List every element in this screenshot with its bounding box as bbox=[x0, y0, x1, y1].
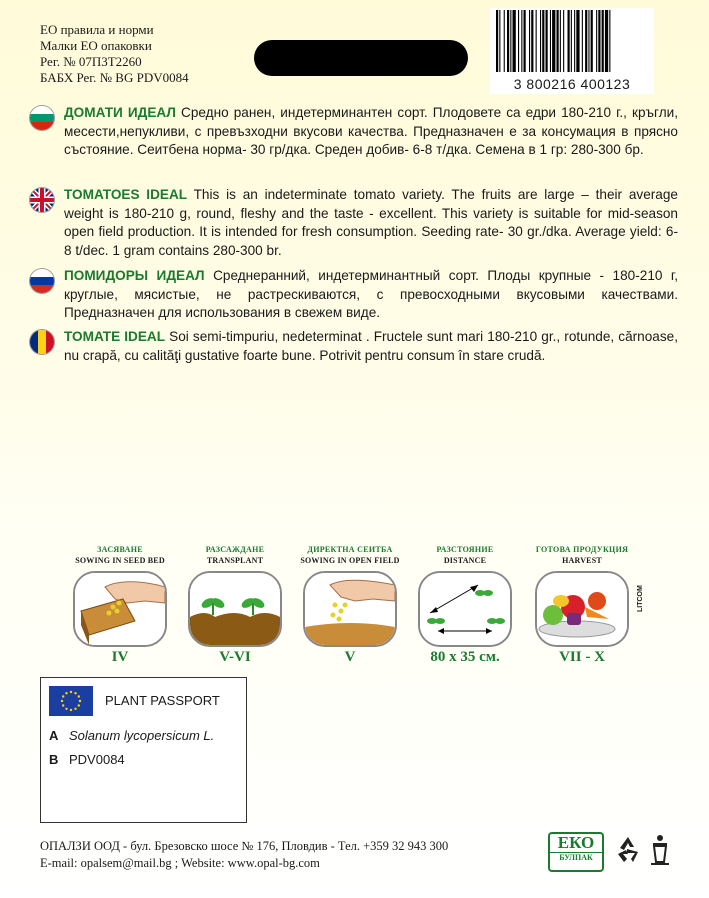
description-text bbox=[64, 186, 678, 260]
romania-flag-icon bbox=[30, 330, 54, 354]
step-time: V-VI bbox=[219, 649, 251, 665]
step-label-bg: ДИРЕКТНА СЕИТБА bbox=[307, 545, 393, 554]
info-line: Рег. № 07П3Т2260 bbox=[40, 54, 142, 69]
company-contacts: E-mail: opalsem@mail.bg ; Website: www.opal-bg.com bbox=[40, 856, 320, 870]
description-bulgarian bbox=[30, 104, 678, 160]
eko-bulpak-logo bbox=[548, 832, 604, 872]
step-time: 80 x 35 см. bbox=[430, 649, 500, 665]
step-time: IV bbox=[111, 649, 129, 665]
hanging-slot bbox=[254, 40, 468, 76]
passport-row-b bbox=[49, 752, 125, 767]
step-label-en: SOWING IN OPEN FIELD bbox=[300, 556, 400, 565]
step-time: VII - X bbox=[559, 649, 605, 665]
variety-title: TOMATOES IDEAL bbox=[64, 187, 188, 202]
company-footer bbox=[40, 838, 448, 872]
company-address: ОПАЛЗИ ООД - бул. Брезовско шосе № 176, Пловдив - Тел. +359 32 943 300 bbox=[40, 839, 449, 853]
description-english bbox=[30, 186, 678, 260]
description-text bbox=[64, 104, 678, 160]
barcode bbox=[490, 8, 654, 94]
registration-info bbox=[40, 22, 189, 86]
step-label-bg: РАЗСТОЯНИЕ bbox=[436, 545, 494, 554]
plant-passport bbox=[40, 677, 247, 823]
step-harvest bbox=[532, 545, 632, 666]
passport-row-a bbox=[49, 728, 214, 743]
printer-mark: LITCOM bbox=[637, 585, 644, 612]
description-russian bbox=[30, 267, 678, 323]
step-time: V bbox=[344, 649, 356, 665]
step-label-en: TRANSPLANT bbox=[206, 556, 264, 565]
step-sowing-seed-bed bbox=[70, 545, 170, 666]
plant-distance-icon bbox=[418, 571, 512, 647]
eko-logo-subtext: БУЛПАК bbox=[550, 852, 602, 862]
passport-code: PDV0084 bbox=[69, 752, 125, 767]
variety-text: Средно ранен, индетерминантен сорт. Плодовете са едри 180-210 г., кръгли, месести,непукливи, с превъзходни вкусови качества. Предназначен е за консумация в прясно състояние. Сеитбена норма- 30 гр/дка. Среден добив- 6-8 т/дка. Семена в 1 гр: 280-300 бр. bbox=[64, 105, 678, 157]
transplant-seedlings-icon bbox=[188, 571, 282, 647]
step-label-bg: ЗАСЯВАНЕ bbox=[97, 545, 143, 554]
step-label-bg: РАЗСАЖДАНЕ bbox=[205, 545, 265, 554]
variety-title: TOMATE IDEAL bbox=[64, 329, 166, 344]
info-line: БАБХ Рег. № BG PDV0084 bbox=[40, 70, 189, 85]
bulgaria-flag-icon bbox=[30, 106, 54, 130]
trash-bin-icon bbox=[649, 834, 671, 866]
description-romanian bbox=[30, 328, 678, 365]
harvest-vegetables-icon bbox=[535, 571, 629, 647]
eko-logo-text: ЕКО bbox=[557, 833, 595, 852]
description-text bbox=[64, 328, 678, 365]
recycle-icon bbox=[614, 834, 642, 866]
variety-title: ПОМИДОРЫ ИДЕАЛ bbox=[64, 268, 205, 283]
variety-text: Soi semi-timpuriu, nedeterminat . Fructele sunt mari 180-210 gr., rotunde, cărnoase, nu crapă, cu calităţi gustative foarte bune. Potrivit pentru consum în stare crudă. bbox=[64, 329, 678, 363]
passport-label: A bbox=[49, 728, 59, 743]
seed-bed-sowing-icon bbox=[73, 571, 167, 647]
open-field-sowing-icon bbox=[303, 571, 397, 647]
step-label-bg: ГОТОВА ПРОДУКЦИЯ bbox=[535, 545, 629, 554]
variety-text: This is an indeterminate tomato variety. The fruits are large – their average weight is 180-210 g, round, fleshy and the taste - excellent. This variety is suitable for mid-season open field production. It is intended for fresh consumption. Seeding rate- 30 gr./dka. Average yield: 6-8 t/dec. 1 gram contains 280-300 br. bbox=[64, 187, 678, 258]
variety-text: Среднеранний, индетерминантный сорт. Плоды крупные - 180-210 г, круглые, мясистые, не растрескиваются, с превосходными вкусовыми качествами. Предназначен для использования в свежем виде. bbox=[64, 268, 678, 320]
russia-flag-icon bbox=[30, 269, 54, 293]
eu-flag-icon bbox=[49, 686, 93, 716]
step-label-en: HARVEST bbox=[562, 556, 602, 565]
info-line: ЕО правила и норми bbox=[40, 22, 154, 37]
barcode-bars bbox=[494, 10, 650, 74]
step-label-en: DISTANCE bbox=[443, 556, 487, 565]
info-line: Малки ЕО опаковки bbox=[40, 38, 152, 53]
growing-steps bbox=[70, 545, 640, 665]
passport-title: PLANT PASSPORT bbox=[105, 693, 220, 708]
variety-title: ДОМАТИ ИДЕАЛ bbox=[64, 105, 176, 120]
passport-label: B bbox=[49, 752, 59, 767]
step-transplant bbox=[185, 545, 285, 666]
step-distance bbox=[415, 545, 515, 666]
barcode-digits: 3 800216 400123 bbox=[513, 76, 631, 92]
description-text bbox=[64, 267, 678, 323]
uk-flag-icon bbox=[30, 188, 54, 212]
step-open-field-sowing bbox=[300, 545, 400, 666]
step-label-en: SOWING IN SEED BED bbox=[75, 556, 165, 565]
passport-species: Solanum lycopersicum L. bbox=[69, 728, 215, 743]
